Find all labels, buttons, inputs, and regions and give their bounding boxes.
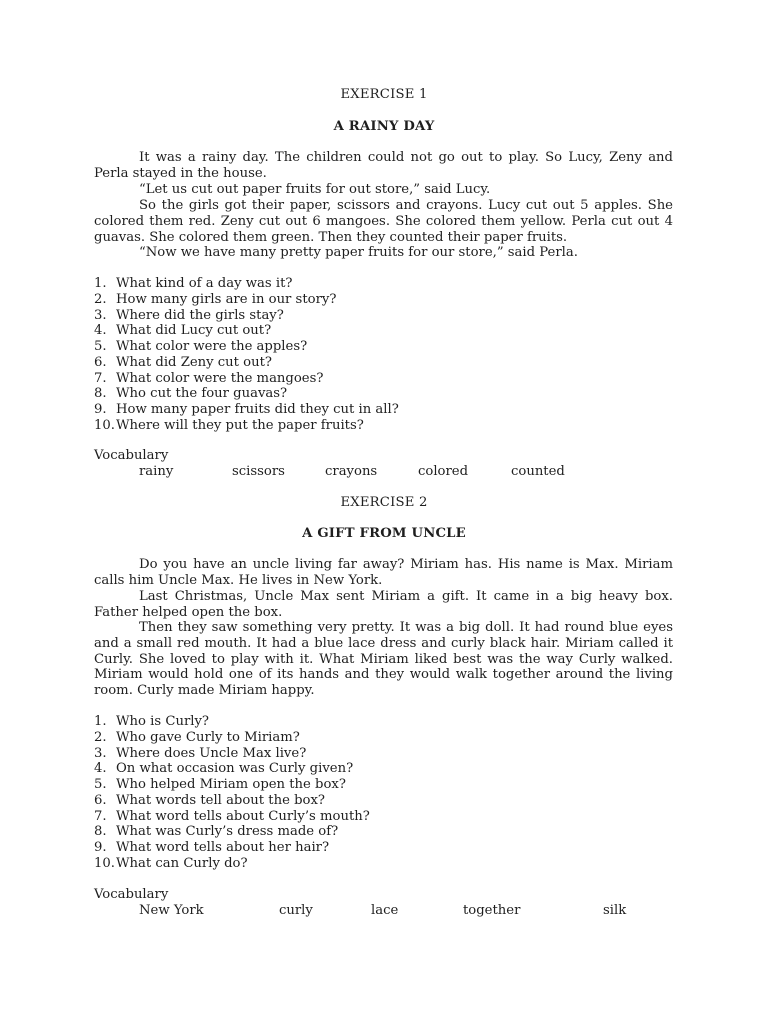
exercise-1-title: A RAINY DAY xyxy=(333,119,435,134)
exercise-1-questions xyxy=(94,276,399,434)
exercise-2-questions xyxy=(94,714,370,872)
exercise-2-paragraph: Then they saw something very pretty. It was a big doll. It had round blue eyes and a small red mouth. It had a blue lace dress and curly black hair. Miriam called it Curly. She loved to play with it. What Miriam liked best was the way Curly walked. Miriam would hold one of its hands and they would walk together around the living room. Curly made Miriam happy. xyxy=(94,620,673,699)
exercise-1-vocabulary-label: Vocabulary xyxy=(94,448,169,463)
vocabulary-word: lace xyxy=(371,903,399,918)
vocabulary-word: scissors xyxy=(232,464,285,479)
question-item: 9. How many paper fruits did they cut in all? xyxy=(94,402,399,417)
question-item: 5. Who helped Miriam open the box? xyxy=(94,777,346,792)
vocabulary-word: curly xyxy=(279,903,313,918)
question-item: 7. What word tells about Curly’s mouth? xyxy=(94,808,370,824)
question-item: 8. What was Curly’s dress made of? xyxy=(94,824,339,840)
exercise-2-vocabulary-label: Vocabulary xyxy=(94,887,169,902)
vocabulary-word: together xyxy=(463,903,521,918)
vocabulary-word: counted xyxy=(511,464,565,479)
question-item: 7. What color were the mangoes? xyxy=(94,370,324,386)
question-item: 9. What word tells about her hair? xyxy=(94,840,330,855)
exercise-1-paragraph: It was a rainy day. The children could not go out to play. So Lucy, Zeny and Perla stayed in the house. xyxy=(94,150,673,181)
question-item: 1. Who is Curly? xyxy=(94,714,209,729)
vocabulary-word: silk xyxy=(603,903,627,918)
question-item: 8. Who cut the four guavas? xyxy=(94,386,288,402)
question-item: 6. What did Zeny cut out? xyxy=(94,354,272,370)
exercise-2-paragraph: Do you have an uncle living far away? Miriam has. His name is Max. Miriam calls him Uncle Max. He lives in New York. xyxy=(94,557,673,588)
question-item: 3. Where did the girls stay? xyxy=(94,307,284,323)
question-item: 10. What can Curly do? xyxy=(94,855,248,871)
exercise-1-paragraph: So the girls got their paper, scissors and crayons. Lucy cut out 5 apples. She colored them red. Zeny cut out 6 mangoes. She colored them yellow. Perla cut out 4 guavas. She colored them green. Then they counted their paper fruits. xyxy=(94,198,673,245)
vocabulary-word: New York xyxy=(139,903,204,918)
exercise-2-label: EXERCISE 2 xyxy=(340,495,428,510)
question-item: 1. What kind of a day was it? xyxy=(94,276,293,291)
vocabulary-word: rainy xyxy=(139,464,174,479)
vocabulary-word: colored xyxy=(418,464,469,479)
vocabulary-word: crayons xyxy=(325,464,378,479)
exercise-1-paragraph: “Now we have many pretty paper fruits for our store,” said Perla. xyxy=(139,245,578,260)
exercise-1-label: EXERCISE 1 xyxy=(340,87,428,102)
question-item: 10. Where will they put the paper fruits? xyxy=(94,417,364,433)
question-item: 4. What did Lucy cut out? xyxy=(94,323,272,339)
question-item: 4. On what occasion was Curly given? xyxy=(94,761,354,777)
question-item: 5. What color were the apples? xyxy=(94,339,308,354)
question-item: 6. What words tell about the box? xyxy=(94,792,325,808)
exercise-2-title: A GIFT FROM UNCLE xyxy=(302,526,466,541)
exercise-2-paragraph: Last Christmas, Uncle Max sent Miriam a gift. It came in a big heavy box. Father helped open the box. xyxy=(94,589,673,620)
question-item: 2. Who gave Curly to Miriam? xyxy=(94,729,300,745)
question-item: 2. How many girls are in our story? xyxy=(94,291,337,307)
exercise-1-paragraph: “Let us cut out paper fruits for out store,” said Lucy. xyxy=(139,182,491,197)
question-item: 3. Where does Uncle Max live? xyxy=(94,745,307,761)
